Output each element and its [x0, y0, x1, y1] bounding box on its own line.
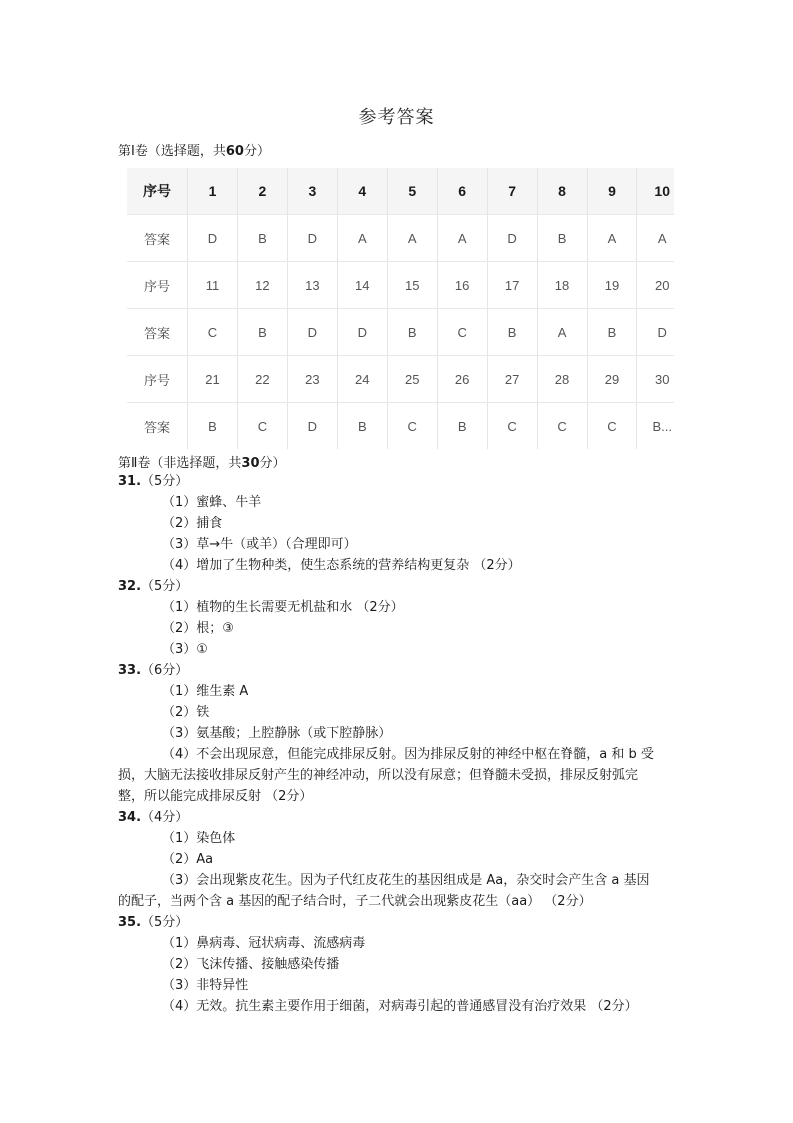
answer-33-3: （3）氨基酸；上腔静脉（或下腔静脉） [162, 726, 392, 741]
question-number: 33. [118, 663, 142, 678]
table-cell: B [587, 309, 637, 356]
table-cell: D [287, 403, 337, 450]
question-score: （5分） [141, 915, 189, 930]
answer-33-1: （1）维生素 A [162, 684, 249, 699]
part2-heading [118, 452, 286, 471]
table-cell: B [387, 309, 437, 356]
table-cell: B [537, 215, 587, 262]
table-cell: 10 [637, 168, 674, 215]
table-cell: 3 [287, 168, 337, 215]
table-cell: A [537, 309, 587, 356]
table-cell: A [637, 215, 674, 262]
table-cell: 14 [337, 262, 387, 309]
answer-31-3: （3）草→牛（或羊）（合理即可） [162, 537, 357, 552]
answer-33-2: （2）铁 [162, 705, 210, 720]
answer-31-4: （4）增加了生物种类，使生态系统的营养结构更复杂 （2分） [162, 558, 521, 573]
table-cell: 1 [188, 168, 238, 215]
table-cell: D [637, 309, 674, 356]
row-label: 答案 [127, 215, 188, 262]
part1-score: 60 [225, 144, 244, 159]
table-cell: A [437, 215, 487, 262]
question-number: 31. [118, 474, 142, 489]
part2-score: 30 [241, 456, 260, 471]
table-cell: 26 [437, 356, 487, 403]
answer-34-3-line-1: （3）会出现紫皮花生。因为子代红皮花生的基因组成是 Aa，杂交时会产生含 a 基因 [162, 873, 650, 888]
row-label: 序号 [127, 356, 188, 403]
table-row [127, 168, 674, 215]
table-row [127, 356, 674, 403]
table-cell: 29 [587, 356, 637, 403]
answer-33-4-line-3: 整，所以能完成排尿反射 （2分） [118, 789, 313, 804]
part2-label: 第Ⅱ卷（非选择题，共 [118, 456, 242, 471]
table-cell: 4 [337, 168, 387, 215]
answer-table [127, 168, 674, 449]
table-cell: D [287, 309, 337, 356]
table-cell: 21 [188, 356, 238, 403]
answer-33-4-line-1: （4）不会出现尿意，但能完成排尿反射。因为排尿反射的神经中枢在脊髓，a 和 b 受 [162, 747, 654, 762]
table-cell: 13 [287, 262, 337, 309]
table-cell: D [188, 215, 238, 262]
table-row [127, 309, 674, 356]
table-cell: A [387, 215, 437, 262]
part1-label: 第Ⅰ卷（选择题，共 [118, 144, 226, 159]
table-cell: C [487, 403, 537, 450]
table-cell: A [587, 215, 637, 262]
table-cell: D [287, 215, 337, 262]
table-cell: 28 [537, 356, 587, 403]
part2-suffix: 分） [259, 456, 286, 471]
table-cell: 8 [537, 168, 587, 215]
table-cell: B [437, 403, 487, 450]
table-cell: B... [637, 403, 674, 450]
table-row [127, 215, 674, 262]
table-cell: 23 [287, 356, 337, 403]
table-cell: 17 [487, 262, 537, 309]
table-cell: 5 [387, 168, 437, 215]
row-label: 序号 [127, 168, 188, 215]
answer-32-1: （1）植物的生长需要无机盐和水 （2分） [162, 600, 404, 615]
answer-table-container[interactable] [127, 168, 674, 449]
answer-35-2: （2）飞沫传播、接触感染传播 [162, 957, 340, 972]
answer-31-1: （1）蜜蜂、牛羊 [162, 495, 262, 510]
answer-34-3-line-2: 的配子，当两个含 a 基因的配子结合时，子二代就会出现紫皮花生（aa） （2分） [118, 894, 592, 909]
table-cell: 15 [387, 262, 437, 309]
question-34-heading [118, 807, 188, 828]
table-cell: 11 [188, 262, 238, 309]
table-cell: B [487, 309, 537, 356]
table-cell: C [587, 403, 637, 450]
part1-suffix: 分） [243, 144, 270, 159]
row-label: 序号 [127, 262, 188, 309]
page-title: 参考答案 [358, 107, 435, 128]
answer-35-3: （3）非特异性 [162, 978, 249, 993]
table-cell: C [188, 309, 238, 356]
table-cell: D [487, 215, 537, 262]
table-cell: 2 [237, 168, 287, 215]
table-cell: 30 [637, 356, 674, 403]
row-label: 答案 [127, 309, 188, 356]
table-cell: C [437, 309, 487, 356]
table-cell: B [237, 215, 287, 262]
table-cell: 25 [387, 356, 437, 403]
answer-33-4-line-2: 损，大脑无法接收排尿反射产生的神经冲动，所以没有尿意；但脊髓未受损，排尿反射弧完 [118, 768, 639, 783]
table-cell: 19 [587, 262, 637, 309]
question-score: （6分） [141, 663, 189, 678]
question-score: （4分） [141, 810, 189, 825]
part1-heading [118, 140, 270, 159]
table-cell: 6 [437, 168, 487, 215]
table-cell: A [337, 215, 387, 262]
question-score: （5分） [141, 579, 189, 594]
question-number: 34. [118, 810, 142, 825]
table-cell: D [337, 309, 387, 356]
table-cell: 27 [487, 356, 537, 403]
answer-34-2: （2）Aa [162, 852, 214, 867]
answer-32-3: （3）① [162, 642, 208, 657]
table-cell: 12 [237, 262, 287, 309]
answer-35-4: （4）无效。抗生素主要作用于细菌，对病毒引起的普通感冒没有治疗效果 （2分） [162, 999, 638, 1014]
question-number: 35. [118, 915, 142, 930]
question-number: 32. [118, 579, 142, 594]
question-33-heading [118, 660, 188, 681]
question-score: （5分） [141, 474, 189, 489]
question-32-heading [118, 576, 188, 597]
table-cell: 16 [437, 262, 487, 309]
table-cell: 18 [537, 262, 587, 309]
answer-34-1: （1）染色体 [162, 831, 236, 846]
answer-35-1: （1）鼻病毒、冠状病毒、流感病毒 [162, 936, 366, 951]
table-cell: B [188, 403, 238, 450]
table-row [127, 262, 674, 309]
table-cell: 20 [637, 262, 674, 309]
table-cell: C [537, 403, 587, 450]
table-cell: 9 [587, 168, 637, 215]
table-cell: C [237, 403, 287, 450]
question-35-heading [118, 912, 188, 933]
row-label: 答案 [127, 403, 188, 450]
table-cell: 7 [487, 168, 537, 215]
answer-32-2: （2）根；③ [162, 621, 234, 636]
table-cell: B [237, 309, 287, 356]
table-cell: B [337, 403, 387, 450]
question-31-heading [118, 471, 188, 492]
table-cell: 22 [237, 356, 287, 403]
table-cell: C [387, 403, 437, 450]
table-row [127, 403, 674, 450]
answer-31-2: （2）捕食 [162, 516, 223, 531]
table-cell: 24 [337, 356, 387, 403]
